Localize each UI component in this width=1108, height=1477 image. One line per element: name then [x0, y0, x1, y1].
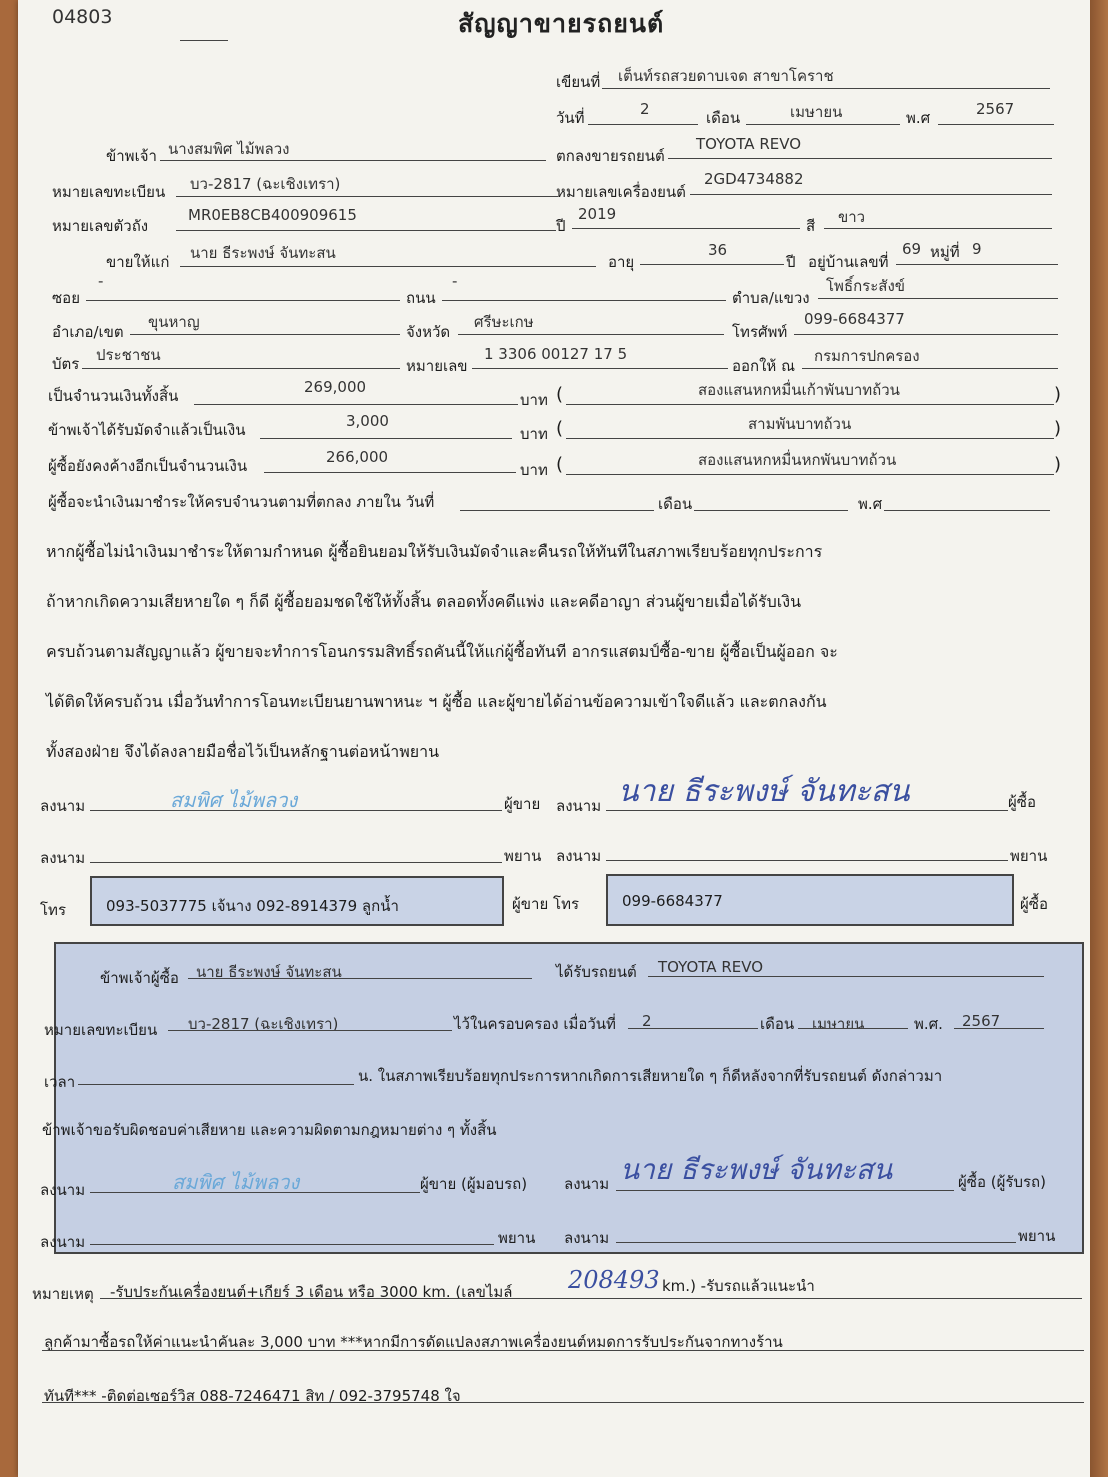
terms-line: ได้ติดให้ครบถ้วน เมื่อวันทำการโอนทะเบียนยานพาหนะ ฯ ผู้ซื้อ และผู้ขายได้อ่านข้อความเข้าใจดีแล้ว และตกลงกัน: [46, 692, 827, 711]
field-line: [798, 1028, 908, 1029]
terms-line: ทั้งสองฝ่าย จึงได้ลงลายมือชื่อไว้เป็นหลักฐานต่อหน้าพยาน: [46, 742, 440, 761]
age-value: 36: [708, 241, 728, 259]
remain-text: สองแสนหกหมื่นหกพันบาทถ้วน: [698, 451, 897, 469]
issued-label: ออกให้ ณ: [732, 357, 795, 375]
time-label: เวลา: [44, 1073, 76, 1091]
vehicle-receipt-section: [54, 942, 1084, 1254]
signature-line: [616, 1190, 954, 1191]
total-text: สองแสนหกหมื่นเก้าพันบาทถ้วน: [698, 381, 900, 399]
moo-label: หมู่ที่: [930, 243, 960, 261]
vehicle-year-label: ปี: [556, 217, 566, 235]
terms-line: หากผู้ซื้อไม่นำเงินมาชำระให้ตามกำหนด ผู้ซื้อยินยอมให้รับเงินมัดจำและคืนรถให้ทันทีในสภาพเรียบร้อยทุกประการ: [46, 542, 823, 561]
age-label: อายุ: [608, 253, 635, 271]
road-label: ถนน: [406, 289, 436, 307]
sign-label: ลงนาม: [564, 1229, 610, 1247]
moo-value: 9: [972, 240, 982, 258]
field-line: [78, 1084, 354, 1085]
total-label: เป็นจำนวนเงินทั้งสิ้น: [48, 387, 179, 405]
amphoe-label: อำเภอ/เขต: [52, 323, 124, 341]
buyer-phone-box: [606, 874, 1014, 926]
note-line-1a: -รับประกันเครื่องยนต์+เกียร์ 3 เดือน หรือ 3000 km. (เลขไมล์: [110, 1283, 513, 1301]
divider: [180, 40, 228, 41]
seller-phone: 093-5037775 เจ้นาง 092-8914379 ลูกน้ำ: [106, 897, 399, 915]
note-underline: [42, 1350, 1084, 1351]
field-line: [628, 1028, 758, 1029]
field-line: [566, 404, 1054, 405]
receipt-year: 2567: [962, 1012, 1001, 1030]
seller-signature: สมพิศ ไม้พลวง: [170, 788, 298, 812]
responsibility-text: ข้าพเจ้าขอรับผิดชอบค่าเสียหาย และความผิดตามกฎหมายต่าง ๆ ทั้งสิ้น: [42, 1121, 497, 1139]
witness-role: พยาน: [1010, 847, 1048, 865]
page-title: สัญญาขายรถยนต์: [458, 9, 665, 38]
signature-line: [90, 862, 502, 863]
receipt-witness-role: พยาน: [1018, 1227, 1056, 1245]
plate-value: บว-2817 (ฉะเชิงเทรา): [190, 175, 341, 193]
written-at-value: เต็นท์รถสวยดาบเจด สาขาโคราช: [618, 67, 834, 85]
field-line: [694, 510, 848, 511]
sell-to-label: ขายให้แก่: [106, 253, 170, 271]
card-value: ประชาชน: [96, 346, 161, 364]
age-unit: ปี: [786, 253, 796, 271]
seller-name: นางสมพิศ ไม้พลวง: [168, 140, 290, 158]
baht-label: บาท: [520, 391, 548, 409]
field-line: [168, 1030, 452, 1031]
province-label: จังหวัด: [406, 323, 451, 341]
received-car: TOYOTA REVO: [658, 958, 764, 976]
signature-line: [606, 860, 1008, 861]
field-line: [690, 194, 1052, 195]
field-line: [188, 978, 532, 979]
received-car-label: ได้รับรถยนต์: [556, 963, 637, 981]
sign-label: ลงนาม: [564, 1175, 610, 1193]
deposit-text: สามพันบาทถ้วน: [748, 415, 852, 433]
terms-line: ครบถ้วนตามสัญญาแล้ว ผู้ขายจะทำการโอนกรรมสิทธิ์รถคันนี้ให้แก่ผู้ซื้อทันที อากรแสตมป์ซื้อ-ขาย ผู้ซื้อเป็นผู้ออก จะ: [46, 642, 838, 661]
color-label: สี: [806, 217, 816, 235]
receipt-seller-signature: สมพิศ ไม้พลวง: [172, 1170, 300, 1194]
background-edge: [1090, 0, 1108, 1477]
field-line: [460, 510, 654, 511]
field-line: [896, 264, 1058, 265]
chassis-label: หมายเลขตัวถัง: [52, 217, 149, 235]
card-label: บัตร: [52, 355, 80, 373]
buyer-role: ผู้ซื้อ: [1008, 793, 1036, 811]
baht-label: บาท: [520, 461, 548, 479]
sign-label: ลงนาม: [40, 1181, 86, 1199]
contract-page: [18, 0, 1090, 1477]
seller-phone-box: [90, 876, 504, 926]
receipt-day: 2: [642, 1012, 652, 1030]
seller-label: ข้าพเจ้า: [106, 147, 157, 165]
month-label: เดือน: [706, 109, 741, 127]
phone-label: โทรศัพท์: [732, 323, 788, 341]
receipt-plate-label: หมายเลขทะเบียน: [44, 1021, 158, 1039]
field-line: [824, 228, 1052, 229]
date-day: 2: [640, 100, 650, 118]
buyer-phone-box-value: 099-6684377: [622, 892, 723, 910]
deposit-label: ข้าพเจ้าได้รับมัดจำแล้วเป็นเงิน: [48, 421, 246, 439]
field-line: [648, 976, 1044, 977]
field-line: [472, 368, 728, 369]
field-line: [802, 368, 1058, 369]
buyer-phone: 099-6684377: [804, 310, 905, 328]
seller-role: ผู้ขาย: [504, 795, 541, 813]
amphoe-value: ขุนหาญ: [148, 313, 200, 331]
receipt-seller-role: ผู้ขาย (ผู้มอบรถ): [420, 1175, 528, 1193]
sign-label: ลงนาม: [40, 1233, 86, 1251]
time-text: น. ในสภาพเรียบร้อยทุกประการหากเกิดการเสียหายใด ๆ ก็ดีหลังจากที่รับรถยนต์ ดังกล่าวมา: [358, 1067, 943, 1085]
field-line: [668, 158, 1052, 159]
chassis-value: MR0EB8CB400909615: [188, 206, 357, 224]
remain-label: ผู้ซื้อยังคงค้างอีกเป็นจำนวนเงิน: [48, 457, 248, 475]
receipt-buyer-label: ข้าพเจ้าผู้ซื้อ: [100, 969, 179, 987]
date-month: เมษายน: [790, 103, 843, 121]
field-line: [176, 230, 556, 231]
engine-value: 2GD4734882: [704, 170, 804, 188]
field-line: [746, 124, 900, 125]
sign-label: ลงนาม: [40, 797, 86, 815]
deposit-value: 3,000: [346, 412, 389, 430]
field-line: [640, 264, 784, 265]
due-month-label: เดือน: [658, 495, 693, 513]
field-line: [458, 334, 724, 335]
province-value: ศรีษะเกษ: [474, 313, 534, 331]
field-line: [82, 368, 400, 369]
field-line: [180, 266, 596, 267]
signature-line: [616, 1242, 1016, 1243]
buyer-role: ผู้ซื้อ: [1020, 895, 1048, 913]
date-year: 2567: [976, 100, 1015, 118]
sign-label: ลงนาม: [556, 797, 602, 815]
signature-line: [90, 810, 502, 811]
date-label: วันที่: [556, 109, 585, 127]
note-line-3: ทันที*** -ติดต่อเซอร์วิส 088-7246471 สิท / 092-3795748 ใจ: [44, 1387, 461, 1405]
tambon-label: ตำบล/แขวง: [732, 289, 810, 307]
seller-phone-role: ผู้ขาย โทร: [512, 895, 580, 913]
road-value: -: [452, 272, 458, 290]
field-line: [264, 472, 516, 473]
due-label: ผู้ซื้อจะนำเงินมาชำระให้ครบจำนวนตามที่ตกลง ภายใน วันที่: [48, 493, 435, 511]
field-line: [130, 334, 400, 335]
field-line: [794, 334, 1058, 335]
note-label: หมายเหตุ: [32, 1285, 94, 1303]
witness-role: พยาน: [504, 847, 542, 865]
written-at-label: เขียนที่: [556, 73, 601, 91]
field-line: [176, 196, 558, 197]
receipt-year-label: พ.ศ.: [914, 1015, 943, 1033]
note-line-1b: km.) -รับรถแล้วแนะนำ: [662, 1277, 815, 1295]
possess-label: ไว้ในครอบครอง เมื่อวันที่: [454, 1015, 616, 1033]
paren-close: ): [1054, 454, 1062, 475]
field-line: [572, 228, 800, 229]
field-line: [566, 474, 1054, 475]
field-line: [938, 124, 1054, 125]
receipt-buyer-name: นาย ธีระพงษ์ จันทะสน: [196, 963, 342, 981]
car-model: TOYOTA REVO: [696, 135, 802, 153]
note-line-2: ลูกค้ามาซื้อรถให้ค่าแนะนำคันละ 3,000 บาท ***หากมีการดัดแปลงสภาพเครื่องยนต์หมดการรับประกันจากทางร้าน: [44, 1333, 783, 1351]
field-line: [160, 160, 546, 161]
engine-label: หมายเลขเครื่องยนต์: [556, 183, 686, 201]
agree-sell-label: ตกลงขายรถยนต์: [556, 147, 665, 165]
field-line: [194, 404, 518, 405]
field-line: [818, 298, 1058, 299]
field-line: [260, 438, 512, 439]
due-year-label: พ.ศ: [858, 495, 883, 513]
paren-close: ): [1054, 418, 1062, 439]
note-underline: [100, 1298, 1082, 1299]
receipt-buyer-signature: นาย ธีระพงษ์ จันทะสน: [620, 1153, 893, 1186]
house-label: อยู่บ้านเลขที่: [808, 253, 889, 271]
field-line: [442, 300, 726, 301]
note-underline: [42, 1402, 1084, 1403]
document-number: 04803: [52, 6, 113, 28]
soi-value: -: [98, 272, 104, 290]
sign-label: ลงนาม: [556, 847, 602, 865]
baht-label: บาท: [520, 425, 548, 443]
paren-open: (: [556, 454, 564, 475]
paren-open: (: [556, 418, 564, 439]
soi-label: ซอย: [52, 289, 80, 307]
year-label: พ.ศ: [906, 109, 931, 127]
field-line: [588, 124, 698, 125]
field-line: [884, 510, 1050, 511]
receipt-month: เมษายน: [812, 1015, 865, 1033]
house-value: 69: [902, 240, 922, 258]
color-value: ขาว: [838, 208, 866, 226]
issued-value: กรมการปกครอง: [814, 347, 920, 365]
plate-label: หมายเลขทะเบียน: [52, 183, 166, 201]
buyer-name: นาย ธีระพงษ์ จันทะสน: [190, 244, 336, 262]
signature-line: [90, 1192, 420, 1193]
tambon-value: โพธิ์กระสังข์: [826, 277, 906, 295]
phone-label: โทร: [40, 901, 67, 919]
receipt-month-label: เดือน: [760, 1015, 795, 1033]
receipt-witness-role: พยาน: [498, 1229, 536, 1247]
remain-value: 266,000: [326, 448, 389, 466]
buyer-signature: นาย ธีระพงษ์ จันทะสน: [618, 774, 910, 809]
sign-label: ลงนาม: [40, 849, 86, 867]
total-value: 269,000: [304, 378, 367, 396]
signature-line: [90, 1244, 494, 1245]
field-line: [86, 300, 400, 301]
receipt-plate: บว-2817 (ฉะเชิงเทรา): [188, 1015, 339, 1033]
terms-line: ถ้าหากเกิดความเสียหายใด ๆ ก็ดี ผู้ซื้อยอมชดใช้ให้ทั้งสิ้น ตลอดทั้งคดีแพ่ง และคดีอาญา ส่วนผู้ขายเมื่อได้รับเงิน: [46, 592, 802, 611]
field-line: [954, 1028, 1044, 1029]
id-label: หมายเลข: [406, 357, 468, 375]
field-line: [602, 88, 1050, 89]
paren-open: (: [556, 384, 564, 405]
vehicle-year: 2019: [578, 205, 617, 223]
signature-line: [606, 810, 1008, 811]
mileage-handwritten: 208493: [568, 1266, 660, 1294]
receipt-buyer-role: ผู้ซื้อ (ผู้รับรถ): [958, 1173, 1046, 1191]
id-value: 1 3306 00127 17 5: [484, 345, 628, 363]
paren-close: ): [1054, 384, 1062, 405]
field-line: [566, 438, 1054, 439]
